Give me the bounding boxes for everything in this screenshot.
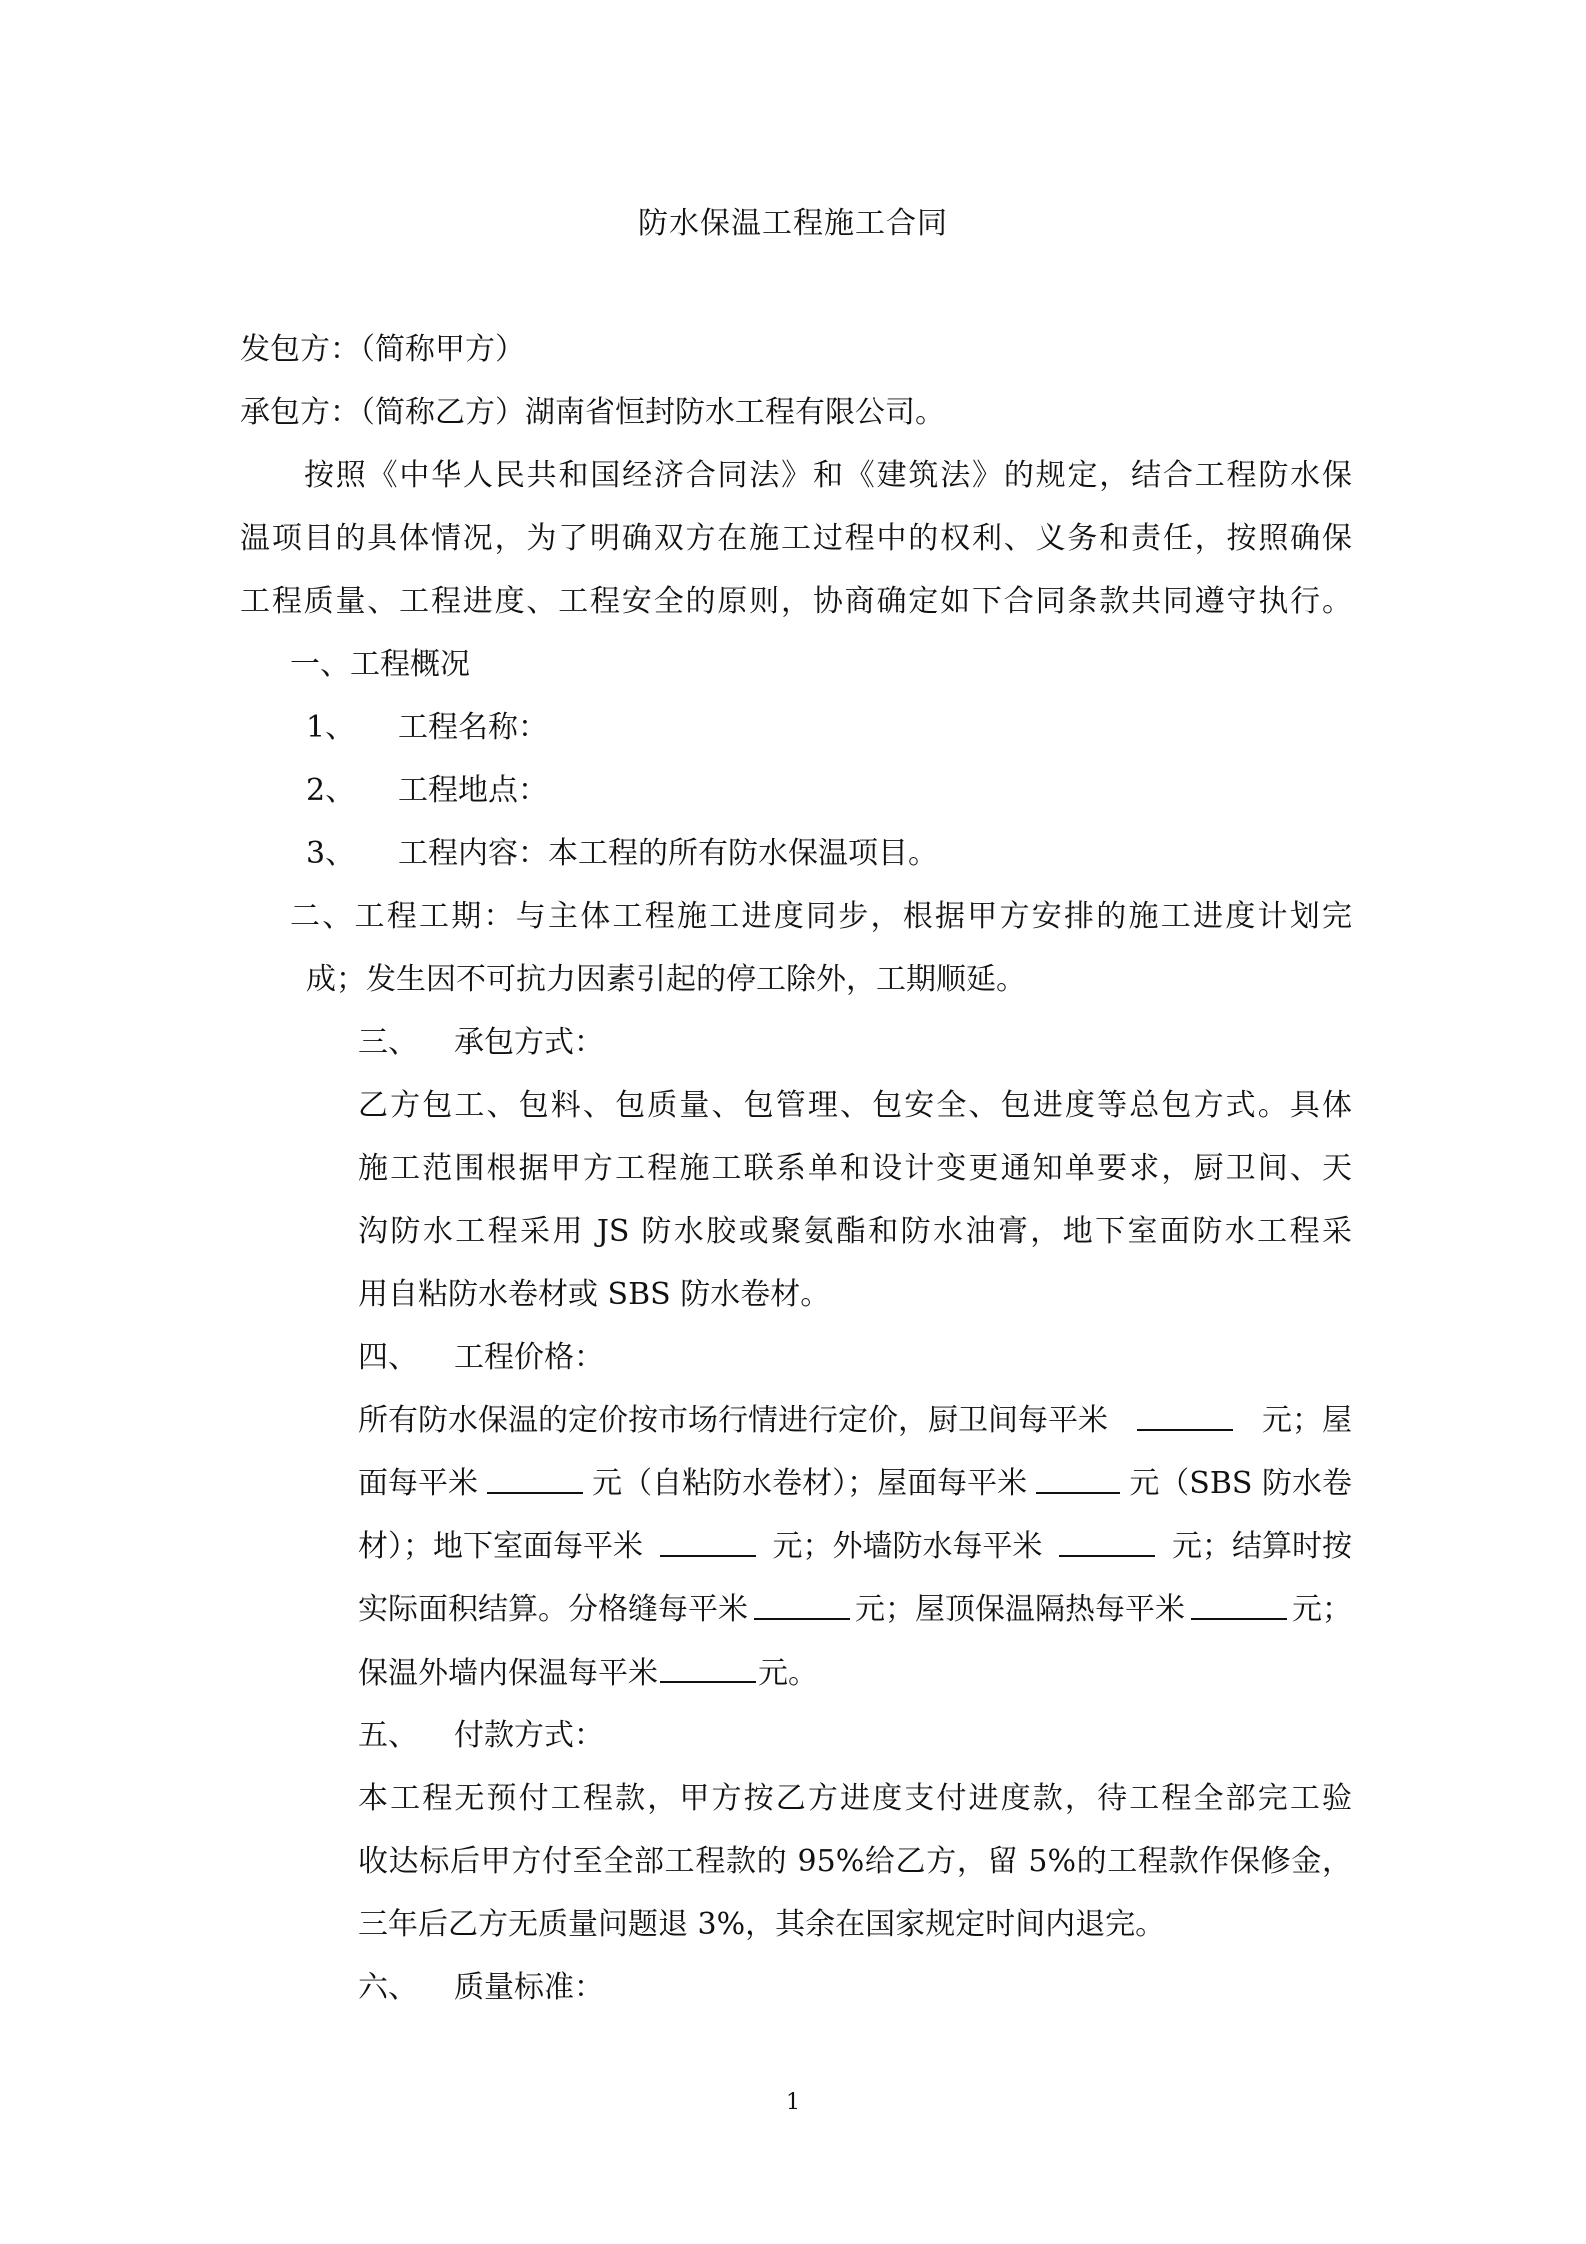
preamble-line-3: 工程质量、工程进度、工程安全的原则，协商确定如下合同条款共同遵守执行。 bbox=[240, 584, 1352, 619]
section4-line-1: 所有防水保温的定价按市场行情进行定价，厨卫间每平米 元；屋 bbox=[358, 1403, 1352, 1438]
section3-heading bbox=[358, 1023, 604, 1063]
party-b-line: 承包方：（简称乙方）湖南省恒封防水工程有限公司。 bbox=[240, 395, 945, 430]
section-heading-text: 质量标准： bbox=[454, 1970, 604, 2005]
price-blank[interactable] bbox=[660, 1653, 756, 1683]
section3-line-2: 施工范围根据甲方工程施工联系单和设计变更通知单要求，厨卫间、天 bbox=[358, 1151, 1352, 1186]
item-text: 工程地点： bbox=[398, 773, 548, 808]
price-blank[interactable] bbox=[1036, 1464, 1120, 1494]
section3-line-4: 用自粘防水卷材或 SBS 防水卷材。 bbox=[358, 1277, 831, 1312]
section3-line-1: 乙方包工、包料、包质量、包管理、包安全、包进度等总包方式。具体 bbox=[358, 1088, 1352, 1123]
preamble-line-2: 温项目的具体情况，为了明确双方在施工过程中的权利、义务和责任，按照确保 bbox=[240, 521, 1352, 556]
page-number: 1 bbox=[786, 2090, 800, 2115]
price-blank[interactable] bbox=[1191, 1590, 1287, 1620]
section1-item bbox=[306, 708, 548, 748]
section5-line-1: 本工程无预付工程款，甲方按乙方进度支付进度款，待工程全部完工验 bbox=[358, 1781, 1352, 1816]
price-blank[interactable] bbox=[660, 1527, 756, 1557]
section4-line-2: 面每平米 元（自粘防水卷材）；屋面每平米 元（SBS 防水卷 bbox=[358, 1466, 1352, 1501]
section-heading-text: 付款方式： bbox=[454, 1718, 604, 1753]
price-blank[interactable] bbox=[754, 1590, 850, 1620]
section4-line-4: 实际面积结算。分格缝每平米 元；屋顶保温隔热每平米 元； bbox=[358, 1592, 1352, 1627]
section4-line-5: 保温外墙内保温每平米 元。 bbox=[358, 1653, 818, 1694]
section-number: 五、 bbox=[358, 1718, 418, 1753]
price-blank[interactable] bbox=[1137, 1401, 1233, 1431]
preamble-line-1: 按照《中华人民共和国经济合同法》和《建筑法》的规定，结合工程防水保 bbox=[304, 458, 1352, 493]
section2-line-2: 成；发生因不可抗力因素引起的停工除外，工期顺延。 bbox=[306, 962, 1026, 997]
section6-heading bbox=[358, 1968, 604, 2008]
section1-item bbox=[306, 834, 938, 874]
section1-item bbox=[306, 771, 548, 811]
section5-line-2: 收达标后甲方付至全部工程款的 95%给乙方，留 5%的工程款作保修金， bbox=[358, 1844, 1352, 1879]
price-blank[interactable] bbox=[1059, 1527, 1155, 1557]
section5-heading bbox=[358, 1716, 604, 1756]
section3-line-3: 沟防水工程采用 JS 防水胶或聚氨酯和防水油膏，地下室面防水工程采 bbox=[358, 1214, 1352, 1249]
section-number: 四、 bbox=[358, 1340, 418, 1375]
section-heading-text: 工程价格： bbox=[454, 1340, 604, 1375]
item-text: 工程内容：本工程的所有防水保温项目。 bbox=[398, 836, 938, 871]
section5-line-3: 三年后乙方无质量问题退 3%，其余在国家规定时间内退完。 bbox=[358, 1907, 1166, 1942]
section-number: 三、 bbox=[358, 1025, 418, 1060]
section2-line-1: 二、工程工期：与主体工程施工进度同步，根据甲方安排的施工进度计划完 bbox=[290, 899, 1352, 934]
party-a-line: 发包方：（简称甲方） bbox=[240, 332, 525, 367]
item-number: 1、 bbox=[306, 710, 356, 745]
section1-heading: 一、工程概况 bbox=[290, 647, 470, 682]
document-title: 防水保温工程施工合同 bbox=[638, 206, 948, 241]
section-heading-text: 承包方式： bbox=[454, 1025, 604, 1060]
section4-line-3: 材）；地下室面每平米 元；外墙防水每平米 元；结算时按 bbox=[358, 1529, 1352, 1564]
price-blank[interactable] bbox=[487, 1464, 583, 1494]
item-number: 3、 bbox=[306, 836, 356, 871]
section-number: 六、 bbox=[358, 1970, 418, 2005]
section4-heading bbox=[358, 1338, 604, 1378]
item-text: 工程名称： bbox=[398, 710, 548, 745]
item-number: 2、 bbox=[306, 773, 356, 808]
